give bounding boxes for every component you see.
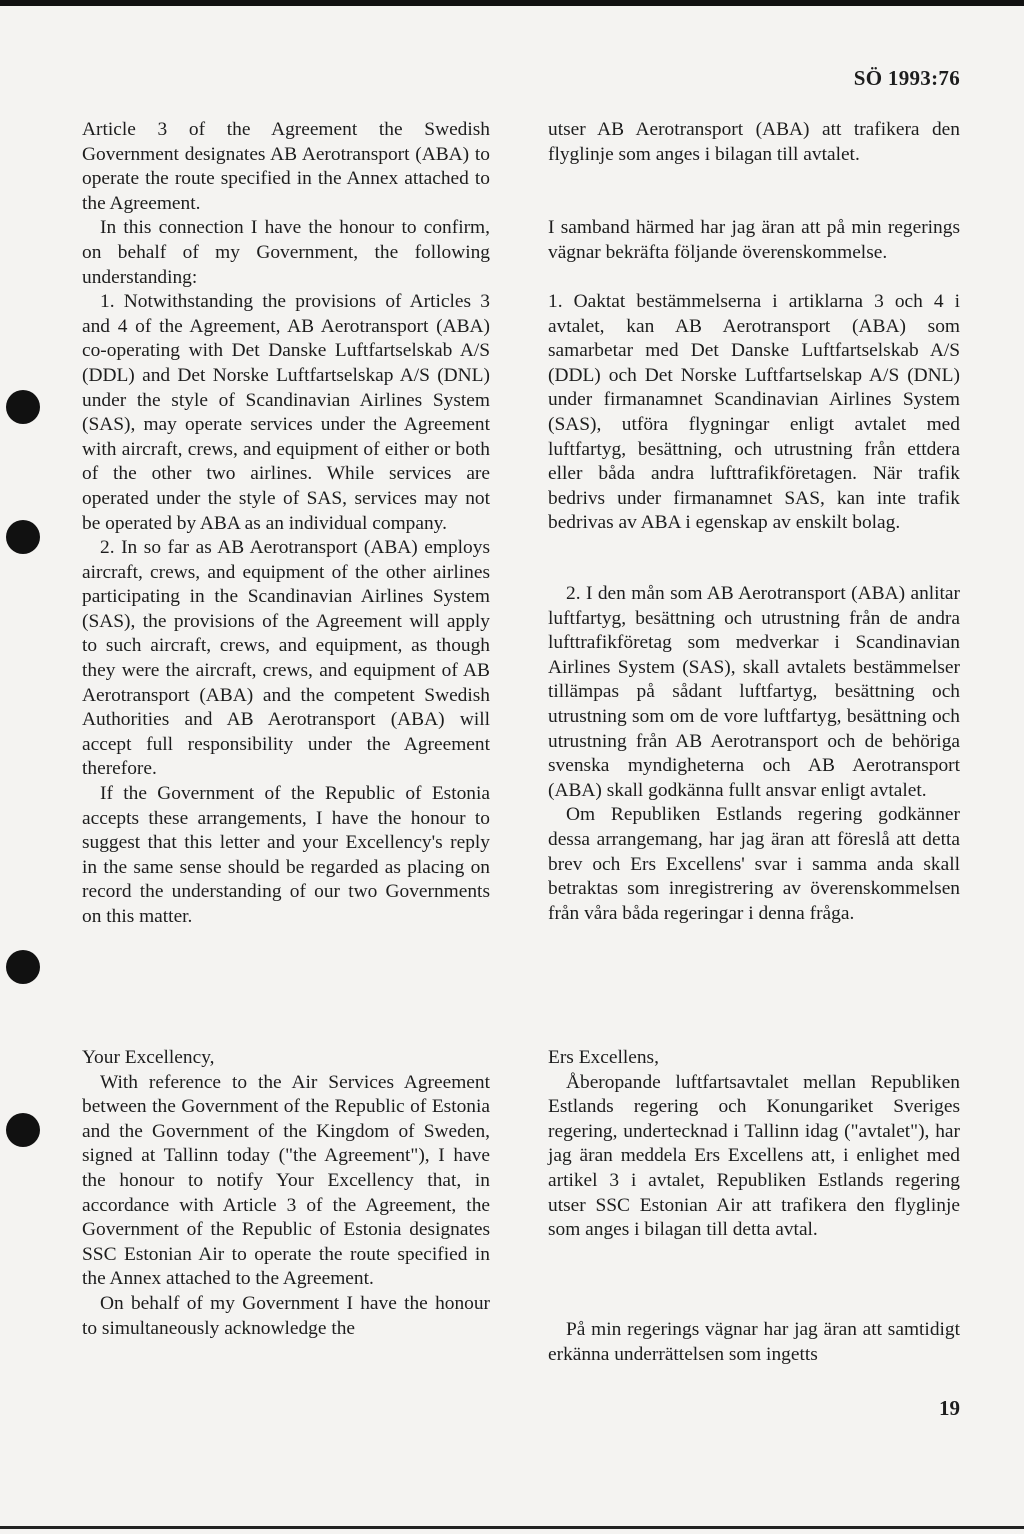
document-reference: SÖ 1993:76 (853, 66, 960, 90)
english-paragraph: 1. Notwithstanding the provisions of Articles 3 and 4 of the Agreement, AB Aerotransport (ABA) co-operating with Det Danske Luftfartselskab A/S (DDL) and Det Norske Luftfartselskap A/S (DNL) under the style of Scandinavian Airlines System (SAS), may operate services under the Agreement with aircraft, crews, and equipment of either or both of the other two airlines. While services are operated under the style of SAS, services may not be operated by ABA as an individual company. (82, 291, 490, 534)
binder-hole (6, 1113, 40, 1147)
swedish-paragraph: Åberopande luftfartsavtalet mellan Republiken Estlands regering och Konungariket Sveriges regering, undertecknad i Tallinn idag ("avtalet"), har jag äran meddela Ers Excellens att, i enlighet med artikel 3 i avtalet, Republiken Estlands regering utser SSC Estonian Air att trafikera den flyglinje som anges i bilagan till detta avtal. (548, 1071, 960, 1241)
swedish-paragraph: utser AB Aerotransport (ABA) att trafikera den flyglinje som anges i bilagan till avtalet. (548, 119, 960, 165)
english-paragraph: In this connection I have the honour to confirm, on behalf of my Government, the following understanding: (82, 217, 490, 288)
swedish-paragraph: I samband härmed har jag äran att på min regerings vägnar bekräfta följande överenskommelse. (548, 217, 960, 263)
english-paragraph: Article 3 of the Agreement the Swedish Government designates AB Aerotransport (ABA) to operate the route specified in the Annex attached to the Agreement. (82, 119, 490, 214)
english-column (82, 118, 490, 930)
top-rule (0, 0, 1024, 6)
swedish-column (548, 118, 960, 167)
swedish-column (548, 216, 960, 265)
swedish-paragraph: 1. Oaktat bestämmelserna i artiklarna 3 och 4 i avtalet, kan AB Aerotransport (ABA) som samarbetar med Det Danske Luftfartselskab A/S (DDL) och Det Norske Luftfartselskap A/S (DNL) under firmanamnet Scandinavian Airlines System (SAS), utföra flygningar enligt avtalet med luftfartyg, besättning, och utrustning från ettdera eller båda andra lufttrafikföretagen. När trafik bedrivs under firmanamnet SAS, kan inte trafik bedrivas av ABA i egenskap av enskilt bolag. (548, 291, 960, 534)
swedish-letter-2 (548, 1046, 960, 1243)
english-paragraph: If the Government of the Republic of Estonia accepts these arrangements, I have the honour to suggest that this letter and your Excellency's reply in the same sense should be regarded as placing on record the understanding of our two Governments on this matter. (82, 783, 490, 927)
swedish-salutation: Ers Excellens, (548, 1047, 659, 1068)
swedish-paragraph: 2. I den mån som AB Aerotransport (ABA) anlitar luftfartyg, besättning och utrustning från de andra lufttrafikföretag som medverkar i Scandinavian Airlines System (SAS), skall avtalets bestämmelser tillämpas på sådant luftfartyg, besättning och utrustning som om de vore luftfartyg, besättning och utrustning från AB Aerotransport och de behöriga svenska myndigheterna och AB Aerotransport (ABA) skall godkänna fullt ansvar enligt avtalet. (548, 583, 960, 801)
english-paragraph: 2. In so far as AB Aerotransport (ABA) employs aircraft, crews, and equipment of the other airlines participating in the Scandinavian Airlines System (SAS), the provisions of the Agreement will apply to such aircraft, crews, and equipment, as though they were the aircraft, crews, and equipment of AB Aerotransport (ABA) and the competent Swedish Authorities and AB Aerotransport (ABA) will accept full responsibility under the Agreement therefore. (82, 537, 490, 780)
english-paragraph: On behalf of my Government I have the honour to simultaneously acknowledge the (82, 1292, 490, 1339)
bottom-rule (0, 1526, 1024, 1529)
swedish-paragraph: Om Republiken Estlands regering godkänner dessa arrangemang, har jag äran att föreslå att detta brev och Ers Excellens' svar i samma anda skall betraktas som inregistrering av överenskommelsen från våra båda regeringar i denna fråga. (548, 804, 960, 924)
swedish-column (548, 1318, 960, 1367)
binder-hole (6, 520, 40, 554)
swedish-column (548, 290, 960, 536)
english-letter-2 (82, 1046, 490, 1341)
swedish-paragraph: På min regerings vägnar har jag äran att samtidigt erkänna underrättelsen som ingetts (548, 1319, 960, 1365)
page-number: 19 (939, 1396, 960, 1420)
binder-hole (6, 390, 40, 424)
english-salutation: Your Excellency, (82, 1047, 215, 1068)
english-paragraph: With reference to the Air Services Agreement between the Government of the Republic of Estonia and the Government of the Kingdom of Sweden, signed at Tallinn today ("the Agreement"), I have the honour to notify Your Excellency that, in accordance with Article 3 of the Agreement, the Government of the Republic of Estonia designates SSC Estonian Air to operate the route specified in the Annex attached to the Agreement. (82, 1071, 490, 1290)
binder-hole (6, 950, 40, 984)
swedish-column (548, 582, 960, 926)
